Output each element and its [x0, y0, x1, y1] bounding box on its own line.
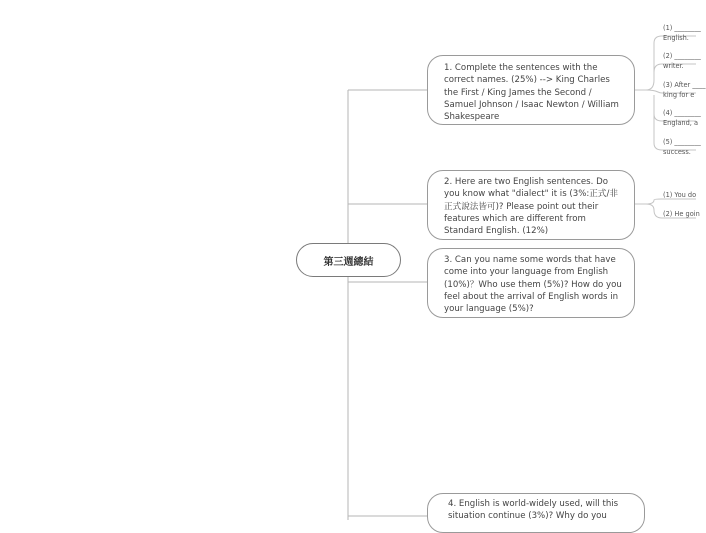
subtopic-line: (5) ________ — [663, 138, 701, 146]
subtopic-line: English. — [663, 33, 689, 42]
subtopic-leaf-1-3[interactable] — [663, 81, 706, 100]
topic-node-2[interactable] — [427, 170, 635, 240]
subtopic-line: (1) ________ — [663, 24, 701, 32]
subtopic-line: (2) ________ — [663, 52, 701, 60]
subtopic-line: success. — [663, 147, 691, 156]
subtopic-line: (2) He goin — [663, 210, 700, 218]
topic-node-text: 2. Here are two English sentences. Do you know what "dialect" it is (3%:正式/非正式說法皆可)? Please point out their features which are different from Standard English. (12%) — [444, 177, 618, 237]
subtopic-leaf-2-1[interactable] — [663, 191, 696, 201]
topic-node-text: 1. Complete the sentences with the correct names. (25%) --> King Charles the First / King James the Second / Samuel Johnson / Isaac Newton / William Shakespeare — [444, 63, 619, 123]
subtopic-line: (1) You do — [663, 191, 697, 199]
topic-node-text: 4. English is world-widely used, will this situation continue (3%)? Why do you — [448, 499, 619, 522]
root-node-label: 第三週總結 — [323, 256, 374, 268]
subtopic-leaf-1-2[interactable] — [663, 52, 701, 71]
topic-node-3[interactable] — [427, 248, 635, 318]
subtopic-line: (4) ________ — [663, 109, 701, 117]
subtopic-leaf-2-2[interactable] — [663, 210, 700, 220]
subtopic-leaf-1-1[interactable] — [663, 24, 701, 43]
subtopic-line: (3) After ____ — [663, 81, 706, 89]
topic-node-4[interactable] — [427, 493, 645, 533]
subtopic-line: king for e — [663, 90, 695, 99]
topic-node-1[interactable] — [427, 55, 635, 125]
topic-node-text: 3. Can you name some words that have come into your language from English (10%)？Who use them (5%)? How do you feel about the arrival of English words in your language (5%)? — [444, 255, 622, 315]
root-node[interactable] — [296, 243, 401, 277]
subtopic-line: England, a — [663, 118, 699, 127]
subtopic-leaf-1-5[interactable] — [663, 138, 701, 157]
subtopic-leaf-1-4[interactable] — [663, 109, 701, 128]
subtopic-line: writer. — [663, 61, 684, 70]
